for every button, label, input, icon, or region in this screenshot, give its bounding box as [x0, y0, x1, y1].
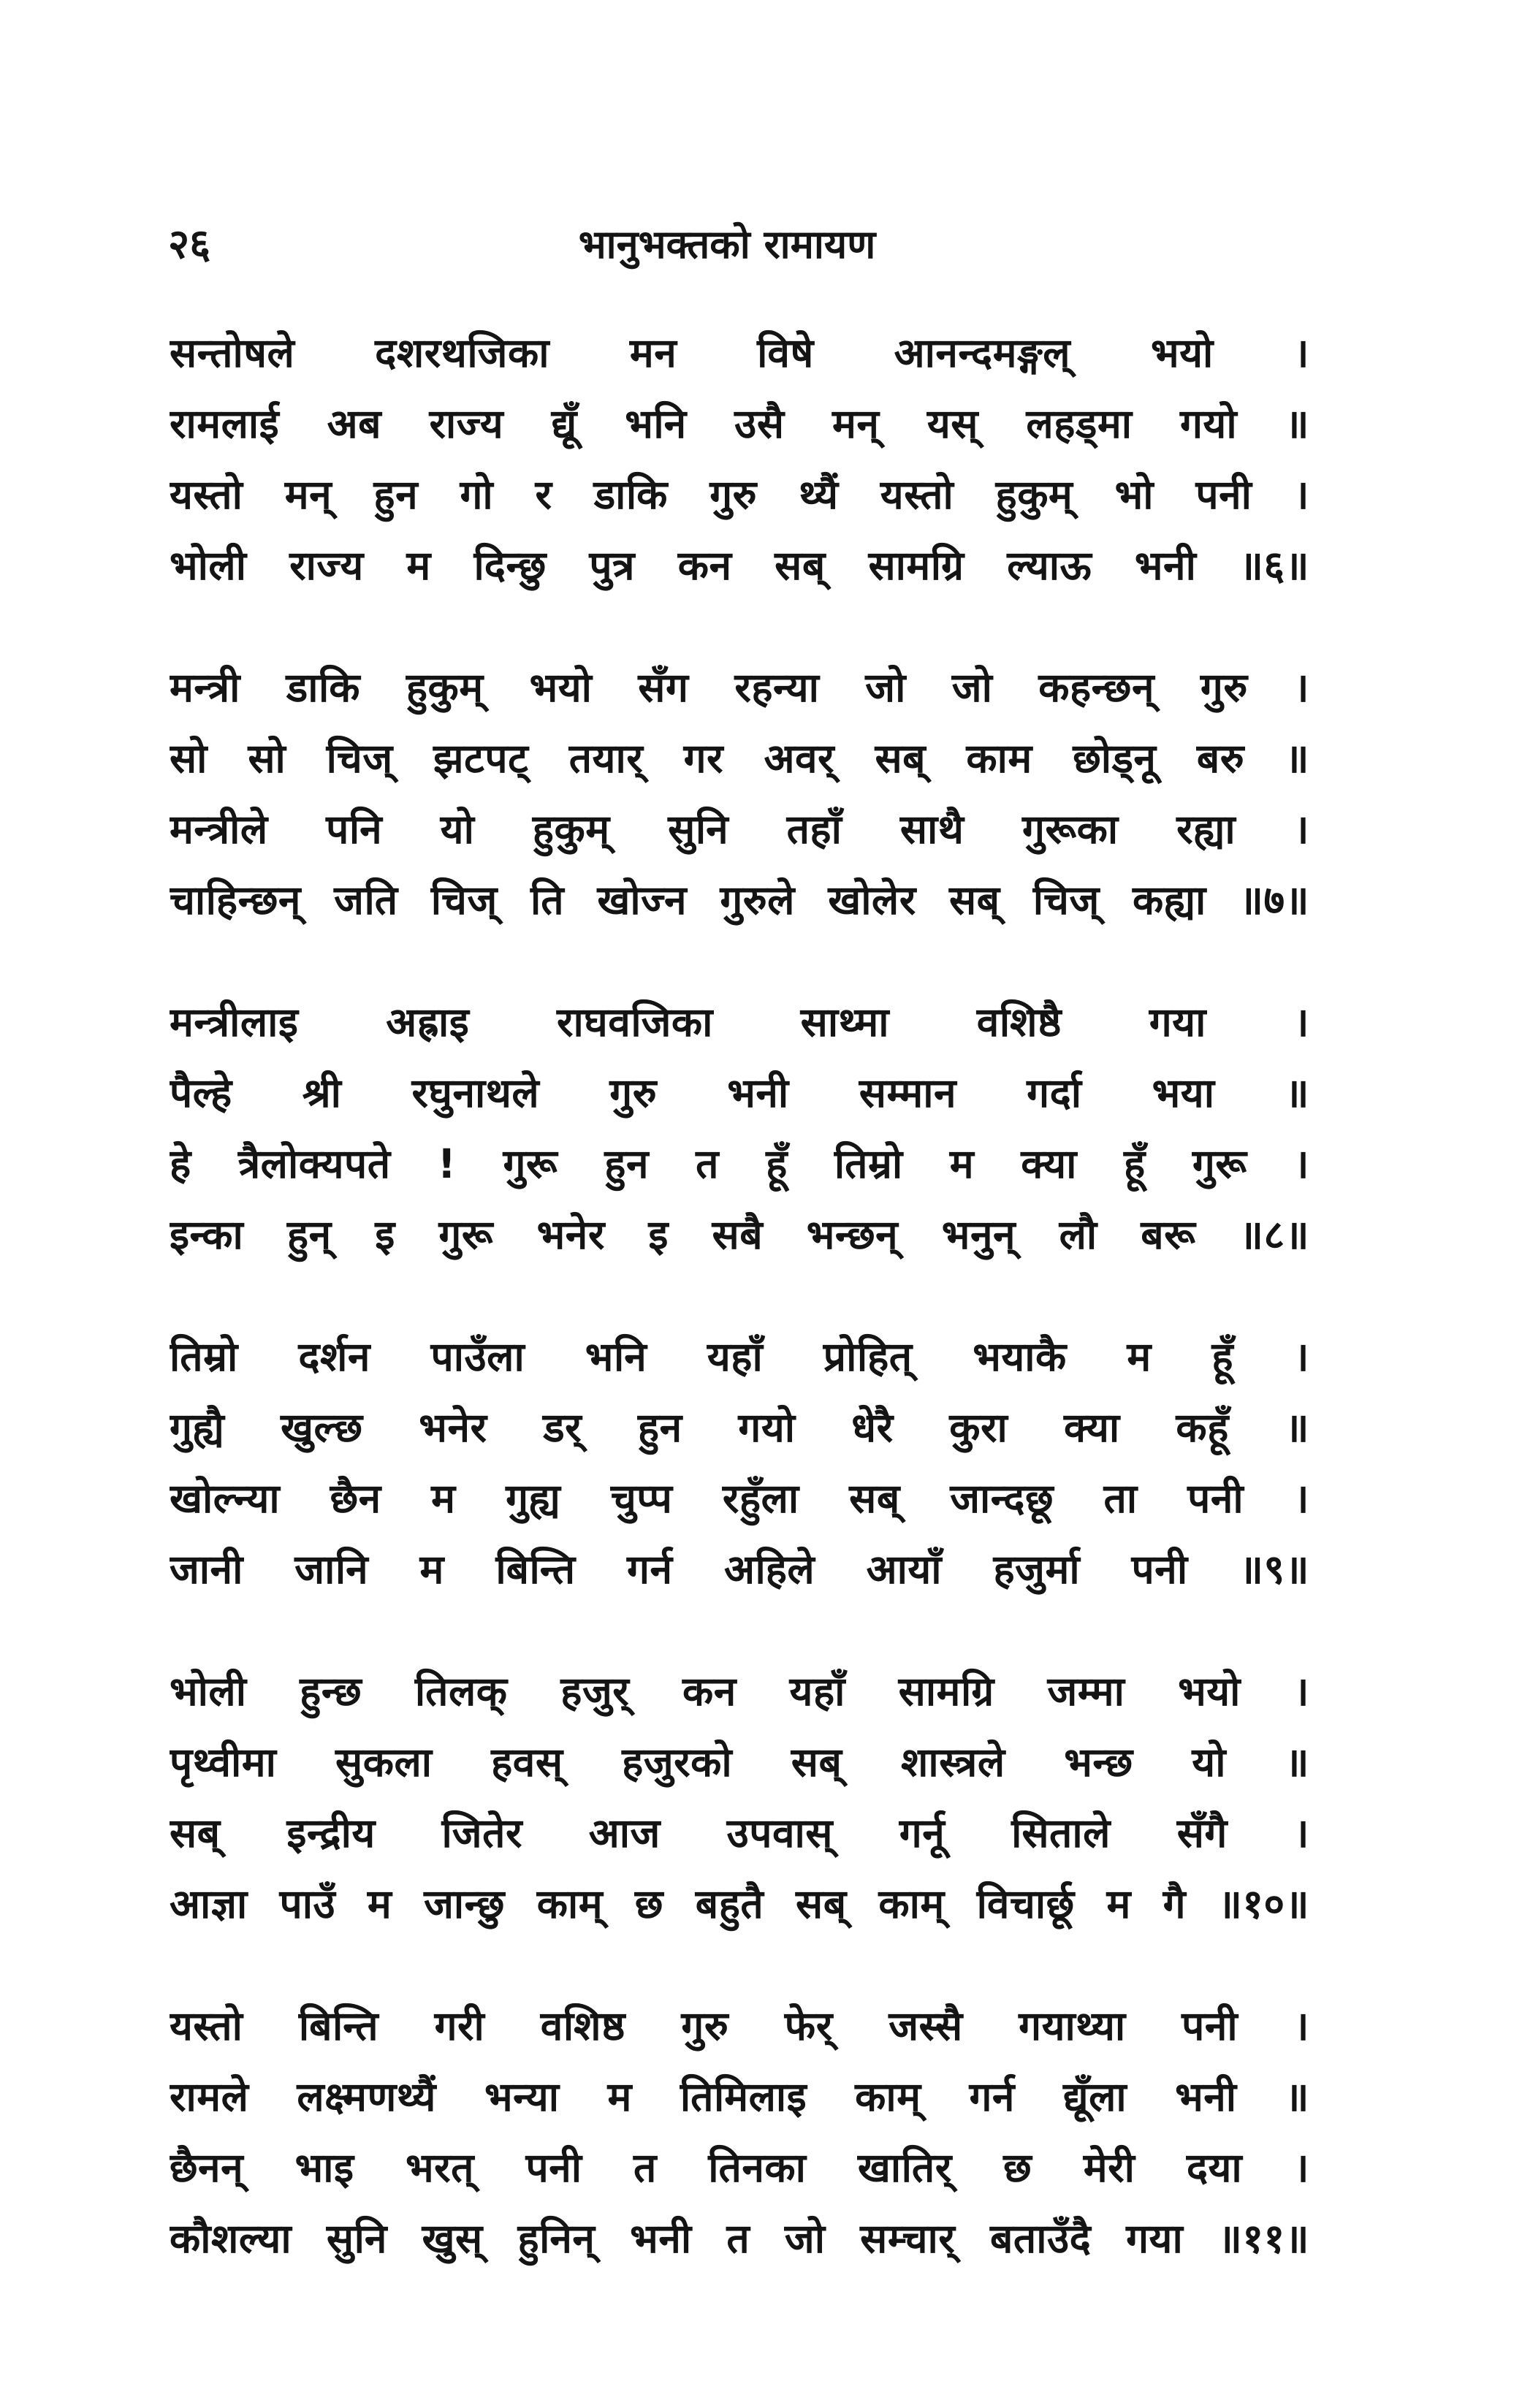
verse-line: मन्त्री डाकि हुकुम् भयो सँग रहन्या जो जो कहन्छन् गुरु ।	[170, 664, 1309, 711]
verse-line: मन्त्रीले पनि यो हुकुम् सुनि तहाँ साथै गुरूका रह्या ।	[170, 806, 1309, 853]
verse-line: छैनन् भाइ भरत् पनी त तिनका खातिर् छ मेरी दया ।	[170, 2144, 1309, 2191]
verse-line: यस्तो मन् हुन गो र डाकि गुरु थ्यैं यस्तो हुकुम् भो पनी ।	[170, 471, 1309, 518]
verse-line: सो सो चिज् झटपट् तयार् गर अवर् सब् काम छोड्नू बरु ॥	[170, 735, 1309, 782]
verse-line: आज्ञा पाउँ म जान्छु काम् छ बहुतै सब् काम् विचार्छू म गै ॥१०॥	[170, 1881, 1309, 1927]
verse-line: मन्त्रीलाइ अह्राइ राघवजिका साथ्मा वशिष्ठै गया ।	[170, 999, 1309, 1045]
stanza-9	[170, 1322, 1309, 1656]
verse-line: सन्तोषले दशरथजिका मन विषे आनन्दमङ्गल् भयो ।	[170, 329, 1309, 376]
verse-line: सब् इन्द्रीय जितेर आज उपवास् गर्नू सिताले सँगै ।	[170, 1810, 1309, 1856]
verse-line: गुह्यै खुल्छ भनेर डर् हुन गयो धेरै कुरा क्या कहूँ ॥	[170, 1404, 1309, 1451]
verse-line: चाहिन्छन् जति चिज् ति खोज्न गुरुले खोलेर सब् चिज् कह्या ॥७॥	[170, 877, 1309, 923]
verse-line: तिम्रो दर्शन पाउँला भनि यहाँ प्रोहित् भयाकै म हूँ ।	[170, 1333, 1309, 1380]
verse-line: जानी जानि म बिन्ति गर्न अहिले आयाँ हजुर्मा पनी ॥९॥	[170, 1546, 1309, 1593]
verse-line: रामले लक्ष्मणथ्यैं भन्या म तिमिलाइ काम् गर्न द्यूँला भनी ॥	[170, 2073, 1309, 2120]
stanza-11	[170, 1991, 1309, 2325]
verse-line: भोली हुन्छ तिलक् हजुर् कन यहाँ सामग्रि जम्मा भयो ।	[170, 1668, 1309, 1715]
verse-line: रामलाई अब राज्य द्यूँ भनि उसै मन् यस् लहड्मा गयो ॥	[170, 400, 1309, 447]
verse-line: खोल्न्या छैन म गुह्य चुप्प रहुँला सब् जान्दछू ता पनी ।	[170, 1475, 1309, 1522]
stanza-8	[170, 987, 1309, 1322]
verse-line: पृथ्वीमा सुकला हवस् हजुरको सब् शास्त्रले भन्छ यो ॥	[170, 1739, 1309, 1786]
verse-line: इन्का हुन् इ गुरू भनेर इ सबै भन्छन् भनुन् लौ बरू ॥८॥	[170, 1211, 1309, 1258]
page-number: २६	[168, 221, 211, 268]
stanza-6	[170, 318, 1309, 652]
verse-line: हे त्रैलोक्यपते ! गुरू हुन त हूँ तिम्रो म क्या हूँ गुरू ।	[170, 1140, 1309, 1187]
page-header	[168, 212, 1286, 278]
stanza-10	[170, 1656, 1309, 1991]
verse-line: पैल्हे श्री रघुनाथले गुरु भनी सम्मान गर्दा भया ॥	[170, 1070, 1309, 1116]
verse-body	[170, 318, 1309, 2325]
verse-line: यस्तो बिन्ति गरी वशिष्ठ गुरु फेर् जस्सै गयाथ्या पनी ।	[170, 2003, 1309, 2049]
verse-line: कौशल्या सुनि खुस् हुनिन् भनी त जो सम्चार् बताउँदै गया ॥११॥	[170, 2215, 1309, 2262]
verse-line: भोली राज्य म दिन्छु पुत्र कन सब् सामग्रि ल्याऊ भनी ॥६॥	[170, 542, 1309, 589]
running-title: भानुभक्तको रामायण	[578, 221, 876, 267]
stanza-7	[170, 652, 1309, 987]
